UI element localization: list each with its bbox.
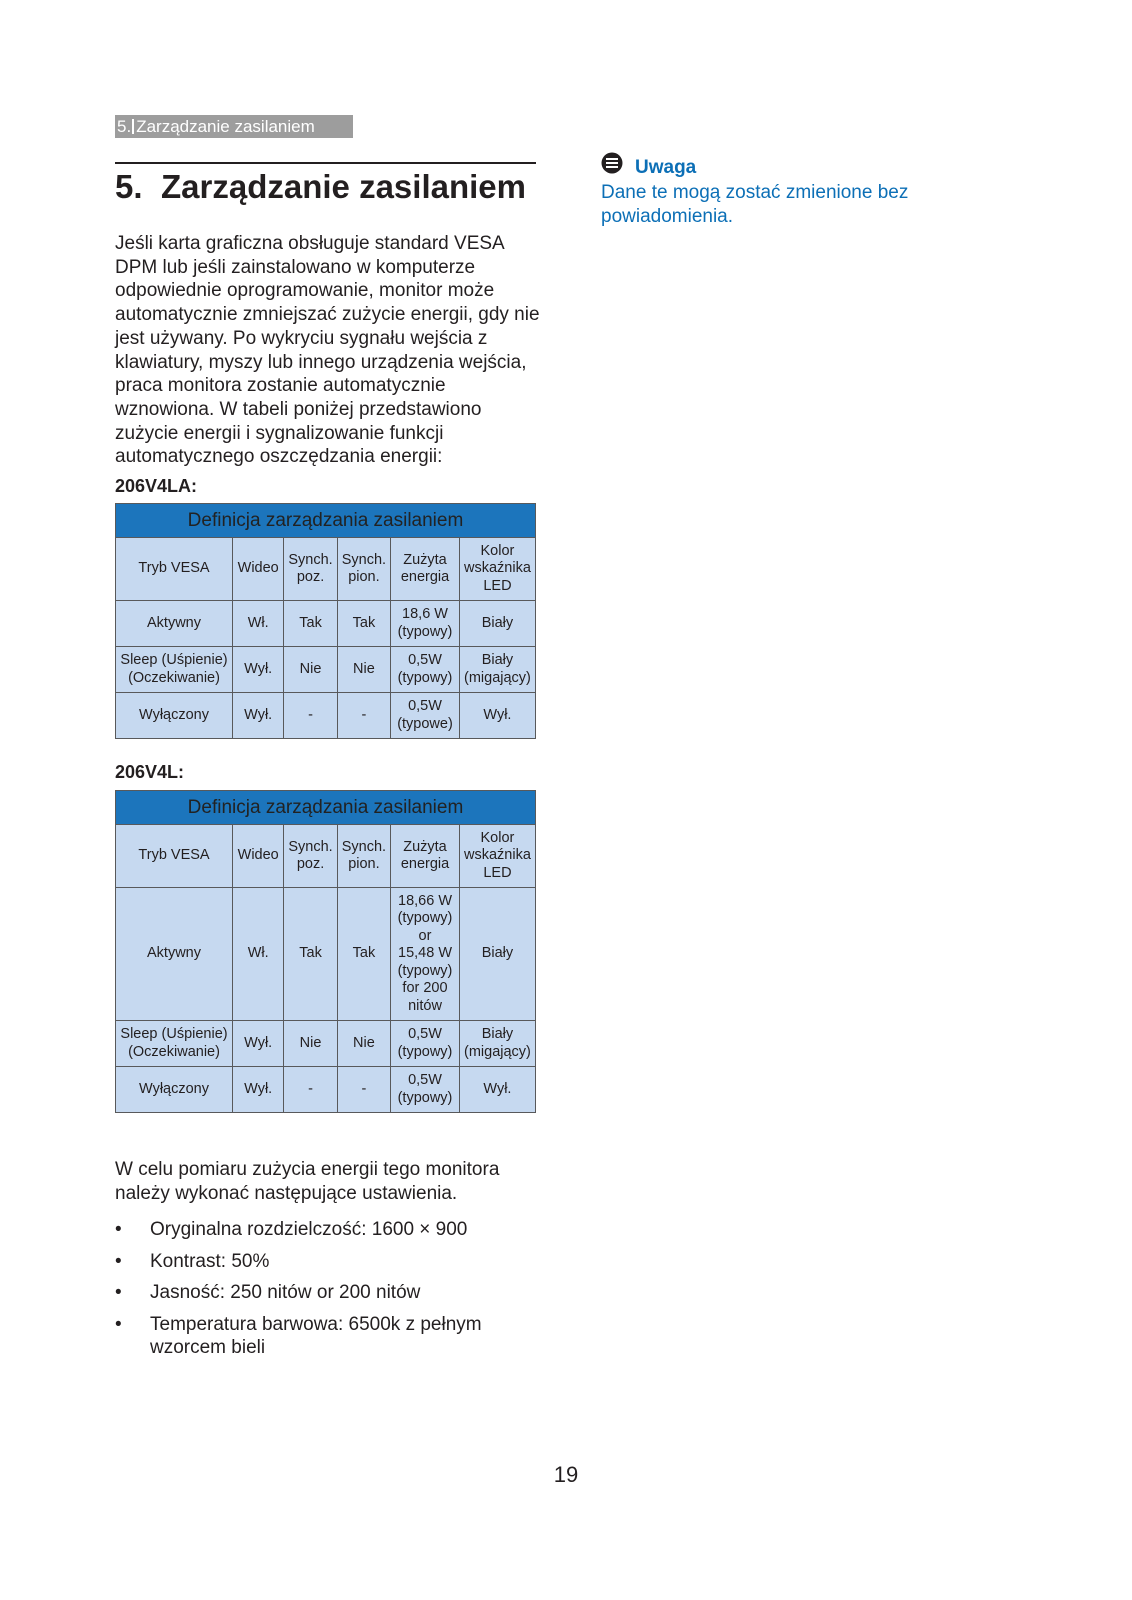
bullet: • <box>115 1282 122 1303</box>
power-table-206v4l <box>115 790 536 1113</box>
table-cell: 0,5W (typowy) <box>391 1021 460 1067</box>
list-item <box>115 1281 545 1305</box>
table-cell: 18,6 W (typowy) <box>391 601 460 647</box>
column-header: Tryb VESA <box>116 825 233 888</box>
table-cell: - <box>284 1067 337 1113</box>
table-cell: Sleep (Uśpienie) (Oczekiwanie) <box>116 1021 233 1067</box>
table-cell: Nie <box>337 647 390 693</box>
table-cell: - <box>284 693 337 739</box>
table-cell: Tak <box>337 601 390 647</box>
table-cell: Wył. <box>459 693 535 739</box>
table-cell: Tak <box>284 601 337 647</box>
table-cell: - <box>337 1067 390 1113</box>
note-text: Dane te mogą zostać zmienione bez powiadomienia. <box>601 182 909 227</box>
table-cell: Tak <box>337 888 390 1021</box>
setting-resolution: Oryginalna rozdzielczość: 1600 × 900 <box>150 1219 468 1240</box>
table-cell: Wył. <box>233 1021 284 1067</box>
column-header: Synch. pion. <box>337 825 390 888</box>
title-rule <box>115 162 536 164</box>
table-cell: Nie <box>284 647 337 693</box>
setting-contrast: Kontrast: 50% <box>150 1250 270 1272</box>
table-header-row <box>116 825 536 888</box>
table-cell: Tak <box>284 888 337 1021</box>
table-cell: Biały (migający) <box>459 647 535 693</box>
table-cell: Biały <box>459 601 535 647</box>
column-header: Wideo <box>233 538 284 601</box>
table-cell: Wł. <box>233 601 284 647</box>
table-cell: Biały <box>459 888 535 1021</box>
table-cell: Sleep (Uśpienie) (Oczekiwanie) <box>116 647 233 693</box>
column-header: Synch. poz. <box>284 825 337 888</box>
table-cell: Nie <box>337 1021 390 1067</box>
table-cell: 0,5W (typowy) <box>391 1067 460 1113</box>
table-cell: Wł. <box>233 888 284 1021</box>
model-label-206v4la: 206V4LA: <box>115 476 198 496</box>
table-cell: Wyłączony <box>116 1067 233 1113</box>
bullet: • <box>115 1313 122 1335</box>
model-label-206v4l: 206V4L: <box>115 762 185 782</box>
settings-list <box>115 1218 545 1368</box>
column-header: Wideo <box>233 825 284 888</box>
table-cell: Aktywny <box>116 888 233 1021</box>
bullet: • <box>115 1250 122 1272</box>
column-header: Synch. poz. <box>284 538 337 601</box>
table-row <box>116 1067 536 1113</box>
table-caption: Definicja zarządzania zasilaniem <box>116 504 536 538</box>
table-cell: Aktywny <box>116 601 233 647</box>
column-header: Zużyta energia <box>391 825 460 888</box>
section-tab-label: Zarządzanie zasilaniem <box>136 117 315 136</box>
table-cell: Wyłączony <box>116 693 233 739</box>
column-header: Zużyta energia <box>391 538 460 601</box>
list-item <box>115 1313 545 1360</box>
bullet: • <box>115 1219 122 1240</box>
table-row <box>116 693 536 739</box>
column-header: Kolor wskaźnika LED <box>459 538 535 601</box>
table-cell: Wył. <box>233 1067 284 1113</box>
section-tab <box>115 115 353 138</box>
section-tab-separator <box>132 119 134 134</box>
table-caption: Definicja zarządzania zasilaniem <box>116 791 536 825</box>
table-row <box>116 888 536 1021</box>
table-cell: Wył. <box>233 647 284 693</box>
page-title <box>115 168 526 206</box>
table-row <box>116 1021 536 1067</box>
column-header: Tryb VESA <box>116 538 233 601</box>
table-row <box>116 647 536 693</box>
column-header: Synch. pion. <box>337 538 390 601</box>
table-cell: Wył. <box>459 1067 535 1113</box>
setting-brightness: Jasność: 250 nitów or 200 nitów <box>150 1282 421 1303</box>
page-title-number: 5. <box>115 168 143 205</box>
note-icon <box>601 152 623 174</box>
table-cell: 18,66 W (typowy) or 15,48 W (typowy) for 200 nitów <box>391 888 460 1021</box>
page-title-text: Zarządzanie zasilaniem <box>161 168 526 205</box>
table-cell: Nie <box>284 1021 337 1067</box>
list-item <box>115 1218 545 1242</box>
table-header-row <box>116 538 536 601</box>
list-item <box>115 1250 545 1274</box>
page-number: 19 <box>553 1462 579 1487</box>
table-cell: 0,5W (typowy) <box>391 647 460 693</box>
section-tab-number: 5. <box>117 117 132 136</box>
setting-color-temperature: Temperatura barwowa: 6500k z pełnym wzorcem bieli <box>150 1313 482 1358</box>
table-cell: Biały (migający) <box>459 1021 535 1067</box>
column-header: Kolor wskaźnika LED <box>459 825 535 888</box>
outro-paragraph: W celu pomiaru zużycia energii tego monitora należy wykonać następujące ustawienia. <box>115 1159 500 1204</box>
table-cell: - <box>337 693 390 739</box>
table-row <box>116 601 536 647</box>
table-cell: Wył. <box>233 693 284 739</box>
note-heading: Uwaga <box>635 157 697 178</box>
intro-paragraph: Jeśli karta graficzna obsługuje standard VESA DPM lub jeśli zainstalowano w komputerze odpowiednie oprogramowanie, monitor może automatycznie zmniejszać zużycie energii, gdy nie jest używany. Po wykryciu sygnału wejścia z klawiatury, myszy lub innego urządzenia wejścia, praca monitora zostanie automatycznie wznowiona. W tabeli poniżej przedstawiono zużycie energii i sygnalizowanie funkcji automatycznego oszczędzania energii: <box>115 233 540 468</box>
table-cell: 0,5W (typowe) <box>391 693 460 739</box>
power-table-206v4la <box>115 503 536 739</box>
